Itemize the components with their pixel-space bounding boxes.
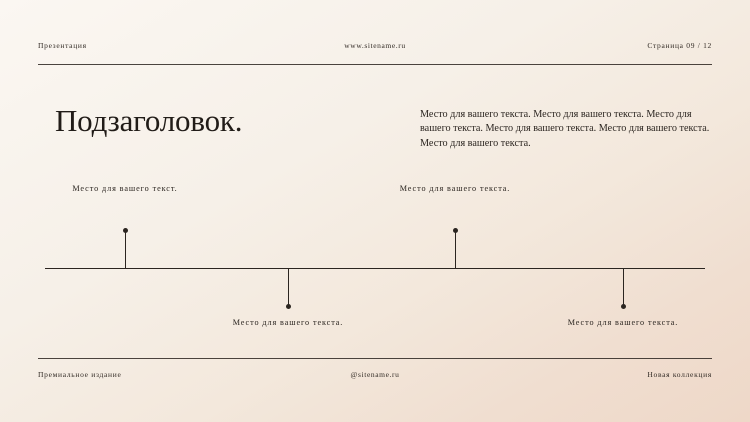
timeline-dot [453, 228, 458, 233]
page-title: Подзаголовок. [55, 103, 243, 138]
timeline-stem [288, 268, 289, 306]
timeline-dot [286, 304, 291, 309]
timeline-axis [45, 268, 705, 269]
timeline-label: Место для вашего текста. [567, 318, 679, 327]
header-page-number: Страница 09 / 12 [647, 40, 712, 50]
timeline-stem [125, 230, 126, 268]
header-divider [38, 64, 712, 65]
header-left-label: Презентация [38, 40, 87, 50]
footer-right-label: Новая коллекция [647, 369, 712, 379]
intro-paragraph: Место для вашего текста. Место для вашего текста. Место для вашего текста. Место для вашего текста. Место для вашего текста. Место для вашего текста. [420, 109, 710, 149]
timeline-label: Место для вашего текст. [72, 184, 178, 193]
timeline-label: Место для вашего текста. [399, 184, 511, 193]
footer-left-label: Премиальное издание [38, 369, 122, 379]
timeline-label: Место для вашего текста. [232, 318, 344, 327]
footer-handle: @sitename.ru [350, 369, 400, 379]
timeline-dot [123, 228, 128, 233]
timeline-stem [623, 268, 624, 306]
slide-footer [38, 366, 712, 382]
footer-divider [38, 358, 712, 359]
header-site-url: www.sitename.ru [344, 40, 406, 50]
timeline-stem [455, 230, 456, 268]
timeline-dot [621, 304, 626, 309]
slide-header [38, 36, 712, 54]
